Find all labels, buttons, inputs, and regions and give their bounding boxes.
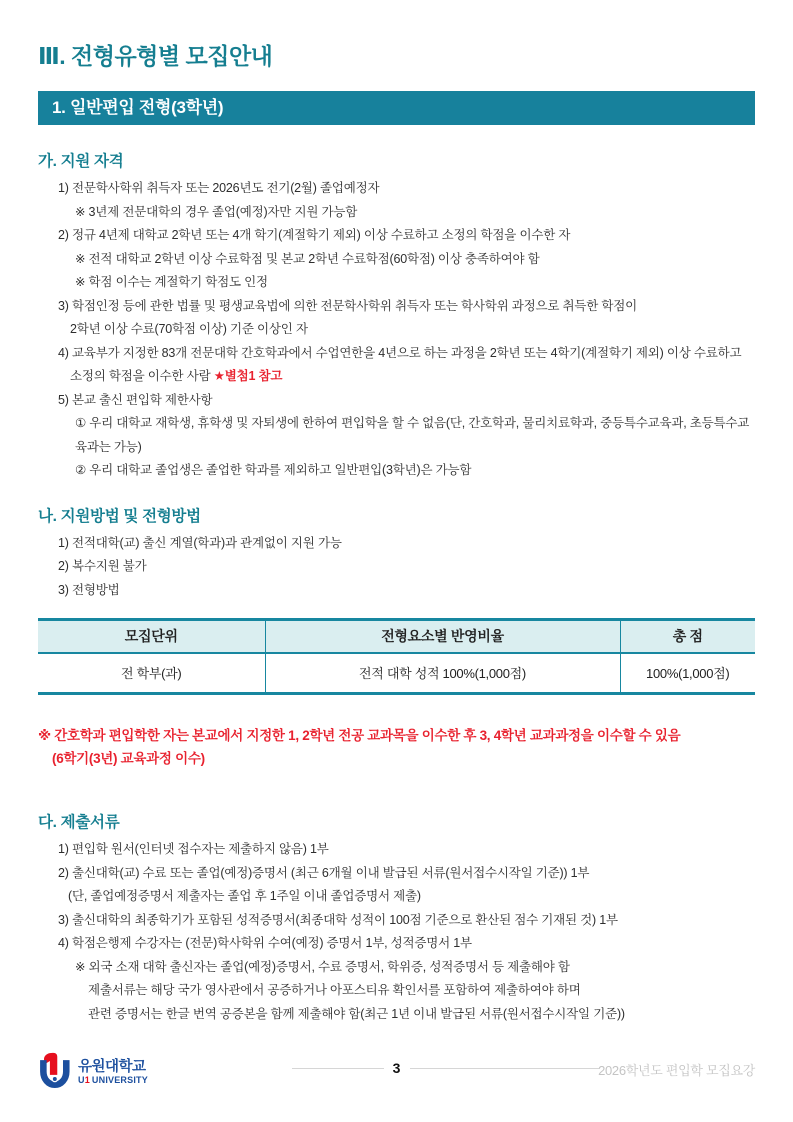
section-required-documents <box>38 810 755 1026</box>
section-b-heading: 나. 지원방법 및 전형방법 <box>38 507 201 525</box>
university-name-english <box>78 1075 148 1086</box>
attachment-reference: ★별첨1 참고 <box>213 369 283 383</box>
list-item: ② 우리 대학교 졸업생은 졸업한 학과를 제외하고 일반편입(3학년)은 가능함 <box>75 463 472 477</box>
page-number: 3 <box>392 1060 401 1076</box>
list-item: ※ 외국 소재 대학 출신자는 졸업(예정)증명서, 수료 증명서, 학위증, 성적증명서 등 제출해야 함 <box>75 959 570 974</box>
list-item: 3) 전형방법 <box>58 582 120 597</box>
section-application-method <box>38 504 755 603</box>
list-item-with-reference <box>38 365 755 389</box>
table-header-total-score: 총 점 <box>620 620 755 653</box>
section-c-heading: 다. 제출서류 <box>38 814 120 831</box>
section-header-bar: 1. 일반편입 전형(3학년) <box>38 91 755 125</box>
table-cell-reflection-ratio: 전적 대학 성적 100%(1,000점) <box>265 653 620 694</box>
list-item: 5) 본교 출신 편입학 제한사항 <box>58 392 213 407</box>
list-item: ※ 학점 이수는 계절학기 학점도 인정 <box>75 275 268 289</box>
list-item: 1) 전적대학(교) 출신 계열(학과)과 관계없이 지원 가능 <box>58 535 342 550</box>
list-item: 2) 정규 4년제 대학교 2학년 또는 4개 학기(계절학기 제외) 이상 수료하고 소정의 학점을 이수한 자 <box>58 228 571 242</box>
list-item: 3) 학점인정 등에 관한 법률 및 평생교육법에 의한 전문학사학위 취득자 또는 학사학위 과정으로 취득한 학점이 <box>58 298 638 313</box>
list-item: ① 우리 대학교 재학생, 휴학생 및 자퇴생에 한하여 편입학을 할 수 없음(단, 간호학과, 물리치료학과, 중등특수교육과, 초등특수교육과는 가능) <box>75 416 750 454</box>
footer-document-title: 2026학년도 편입학 모집요강 <box>598 1063 755 1078</box>
section-a-heading: 가. 지원 자격 <box>38 153 124 170</box>
logo-word-university: UNIVERSITY <box>91 1074 148 1085</box>
list-item: 4) 학점은행제 수강자는 (전문)학사학위 수여(예정) 증명서 1부, 성적증명서 1부 <box>58 936 472 950</box>
table-header-recruitment-unit: 모집단위 <box>38 620 265 653</box>
list-item: 3) 출신대학의 최종학기가 포함된 성적증명서(최종대학 성적이 100점 기준으로 환산된 점수 기재된 것) 1부 <box>58 912 618 927</box>
table-header-row <box>38 620 755 653</box>
footer-divider-right <box>410 1068 600 1069</box>
list-item: 2) 복수지원 불가 <box>58 559 147 573</box>
selection-method-table <box>38 618 755 695</box>
list-item: 1) 전문학사학위 취득자 또는 2026년도 전기(2월) 졸업예정자 <box>58 181 380 195</box>
table-header-reflection-ratio: 전형요소별 반영비율 <box>265 620 620 653</box>
list-item: 2) 출신대학(교) 수료 또는 졸업(예정)증명서 (최근 6개월 이내 발급된 서류(원서접수시작일 기준)) 1부 <box>58 865 590 880</box>
page-footer <box>0 1048 793 1098</box>
table-cell-total-score: 100%(1,000점) <box>620 653 755 694</box>
list-item: 2학년 이상 수료(70학점 이상) 기준 이상인 자 <box>70 322 308 336</box>
list-item: ※ 3년제 전문대학의 경우 졸업(예정)자만 지원 가능함 <box>75 204 358 219</box>
note-line: (6학기(3년) 교육과정 이수) <box>52 750 205 766</box>
list-item: (단, 졸업예정증명서 제출자는 졸업 후 1주일 이내 졸업증명서 제출) <box>68 889 421 903</box>
list-item: 4) 교육부가 지정한 83개 전문대학 간호학과에서 수업연한을 4년으로 하는 과정을 2학년 또는 4학기(계절학기 제외) 이상 수료하고 <box>58 345 742 360</box>
note-line: ※ 간호학과 편입학한 자는 본교에서 지정한 1, 2학년 전공 교과목을 이수한 후 3, 4학년 교과과정을 이수할 수 있음 <box>38 728 681 743</box>
table-cell-recruitment-unit: 전 학부(과) <box>121 666 182 682</box>
list-item: 1) 편입학 원서(인터넷 접수자는 제출하지 않음) 1부 <box>58 842 329 856</box>
nursing-transfer-note <box>38 725 755 770</box>
list-item: ※ 전적 대학교 2학년 이상 수료학점 및 본교 2학년 수료학점(60학점) 이상 충족하여야 함 <box>75 251 540 266</box>
list-item: 제출서류는 해당 국가 영사관에서 공증하거나 아포스티유 확인서를 포함하여 제출하여야 하며 <box>88 983 581 997</box>
table-row <box>38 653 755 694</box>
logo-digit-1: 1 <box>84 1074 90 1085</box>
page-title: Ⅲ. 전형유형별 모집안내 <box>38 43 273 69</box>
list-item: 관련 증명서는 한글 번역 공증본을 함께 제출해야 함(최근 1년 이내 발급된 서류(원서접수시작일 기준)) <box>88 1006 625 1021</box>
logo-letter-u: U <box>78 1074 85 1085</box>
university-name-korean: 유원대학교 <box>78 1058 146 1075</box>
section-qualifications <box>38 149 755 483</box>
list-item-text: 소정의 학점을 이수한 사람 <box>70 369 214 383</box>
